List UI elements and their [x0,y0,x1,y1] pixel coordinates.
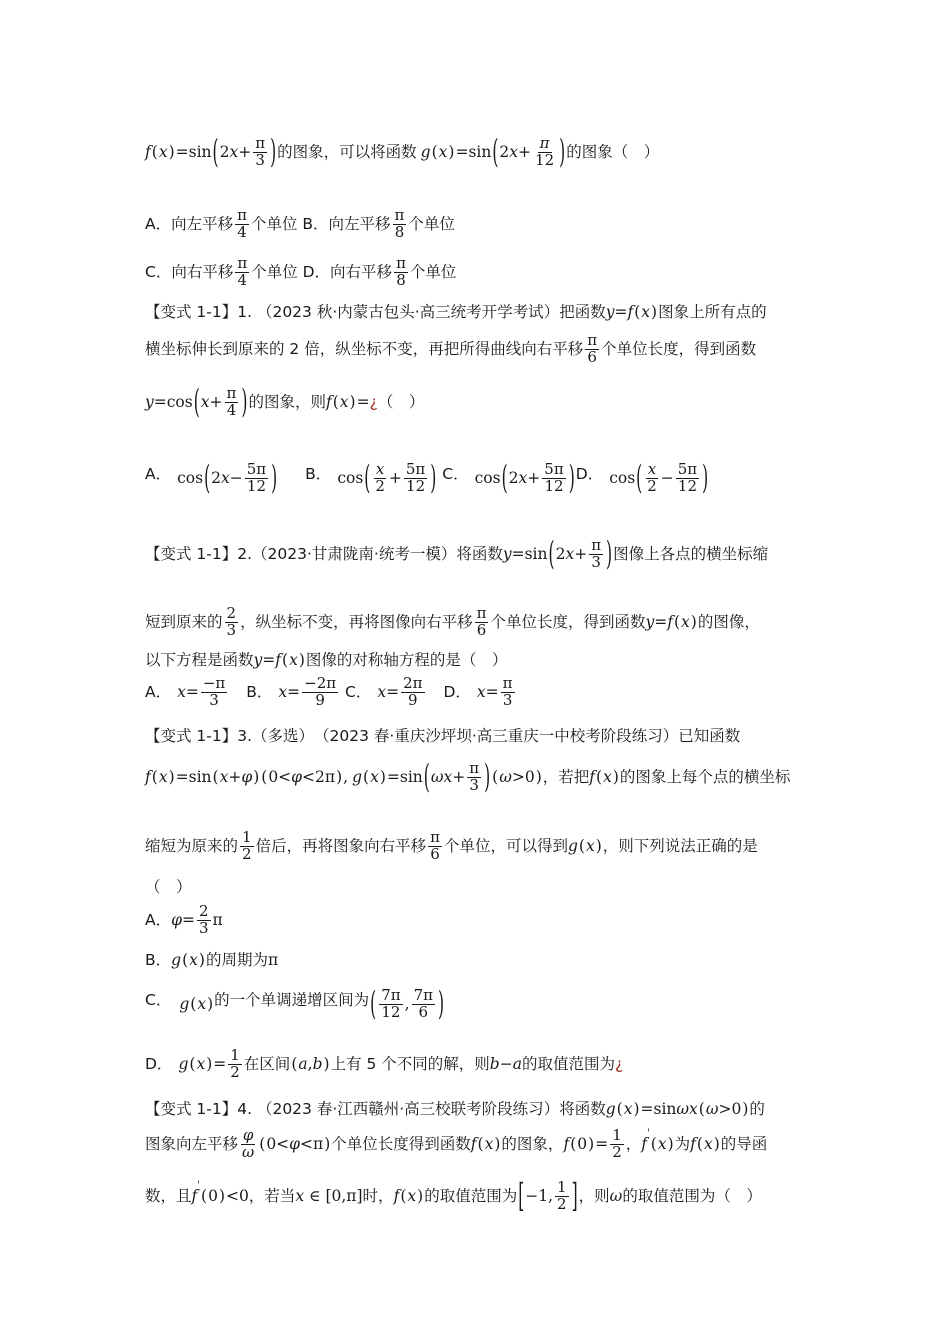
q4-line-2: 图象向左平移 $\frac{\varphi}{\omega}$ (0<φ<π)个单位长度得到函数f(x)的图象，f(0)= $\frac{1}{2}$ ，f'(x)为f(x)的导函 [145,1126,768,1161]
q2-line2a: 短到原来的 [145,612,223,631]
q3-option-d-end: 的取值范围为 [521,1054,615,1073]
top-problem-line: f(x)=sin(2x+ $\frac{\pi}{3}$ )的图象，可以将函数 g(x)=sin(2x+ $\frac{\pi}{12}$ )的图象（ ） [145,132,660,171]
q1-paren: （ ） [377,392,425,411]
q2-line3b: 图像的对称轴方程的是（ ） [305,651,508,669]
q2-line2b: ，纵坐标不变，再将图像向右平移 [240,612,473,631]
q4-line2f: 的导函 [720,1134,768,1153]
top-option-d: 个单位 D．向右平移 [251,262,393,281]
q4-line2c: 的图象， [501,1134,564,1153]
top-option-d-tail: 个单位 [409,262,457,281]
q2-label-d: D． [443,682,471,701]
q2-line2c: 个单位长度，得到函数 [490,612,646,631]
q2-label-b: B． [246,682,273,701]
q1-label-d: D． [575,465,604,483]
q3-line3b: 倍后，再将图象向右平移 [255,836,427,855]
q2-options: A． x= $\frac{-\pi}{3}$ B． x= $\frac{-2\pi}{9}$ C． x= $\frac{2\pi}{9}$ D． x= $\frac{\pi}{3}$ [145,674,513,709]
q3-heading [145,724,740,746]
q1-line3: 的图象，则 [248,392,326,411]
q4-line2b: 个单位长度得到函数 [331,1134,471,1153]
q3-option-b-tail: 的周期为 [205,951,268,969]
q4-line2e: 为 [674,1134,691,1153]
q2-label-a: A． [145,682,172,701]
top-option-b: 个单位 B．向左平移 [250,214,391,233]
q3-option-c: C． g(x)的一个单调递增区间为( $\frac{7\pi}{12}$ , $\frac{7\pi}{6}$ ) [145,984,445,1023]
q4-line2d: ， [625,1134,642,1153]
q3-line3c: 个单位，可以得到 [443,836,568,855]
top-options-ab: A．向左平移 $\frac{\pi}{4}$ 个单位 B．向左平移 $\frac{\pi}{8}$ 个单位 [145,206,455,241]
top-text-1: 的图象，可以将函数 [277,142,417,161]
top-text-2: 的图象（ ） [566,142,660,161]
q4-heading: 【变式 1-1】4. （2023 春·江西赣州·高三校联考阶段练习）将函数g(x)=sinωx(ω>0)的 [145,1100,765,1118]
q1-line2b: 个单位长度，得到函数 [601,339,757,358]
q4-line-3: 数，且f'(0)<0，若当x ∈ [0,π]时，f(x)的取值范围为[−1, $\frac{1}{2}$ ]，则ω的取值范围为（ ） [145,1176,762,1215]
q2-line2d: 的图像， [697,612,760,631]
q1-heading: 【变式 1-1】1. （2023 秋·内蒙古包头·高三统考开学考试）把函数y=f(x)图象上所有点的 [145,303,767,321]
top-option-b-tail: 个单位 [408,214,455,233]
top-options-cd: C．向右平移 $\frac{\pi}{4}$ 个单位 D．向右平移 $\frac{\pi}{8}$ 个单位 [145,254,457,289]
q1-line-3: y=cos(x+ $\frac{\pi}{4}$ )的图象，则f(x)=¿（ ） [145,382,425,421]
q4-head-text: 【变式 1-1】4. （2023 春·江西赣州·高三校联考阶段练习）将函数 [145,1100,606,1118]
q1-label-b: B． [305,465,332,483]
q1-label-a: A． [145,465,172,483]
q2-head-tail: 图像上各点的横坐标缩 [613,544,769,563]
q3-option-b: B．g(x)的周期为π [145,951,279,969]
q3-paren: （ ） [145,878,192,896]
q3-option-d-tail: 上有 5 个不同的解，则 [330,1054,490,1073]
q2-line3a: 以下方程是函数 [145,651,254,669]
q1-line2a: 横坐标伸长到原来的 2 倍，纵坐标不变，再把所得曲线向右平移 [145,339,584,358]
q3-line-3: 缩短为原来的 $\frac{1}{2}$ 倍后，再将图象向右平移 $\frac{\pi}{6}$ 个单位，可以得到g(x)，则下列说法正确的是 [145,828,758,863]
q4-line3f: 的取值范围为（ ） [622,1186,762,1205]
q4-line3d: 的取值范围为 [424,1186,518,1205]
q4-head-tail: 的 [749,1100,765,1118]
q2-line-3: 以下方程是函数y=f(x)图像的对称轴方程的是（ ） [145,651,508,669]
q2-heading: 【变式 1-1】2.（2023·甘肃陇南·统考一模）将函数y=sin(2x+ $\frac{\pi}{3}$ )图像上各点的横坐标缩 [145,534,769,573]
q3-label-d: D． [145,1054,173,1073]
q3-label-c: C． [145,991,172,1009]
q1-line-2: 横坐标伸长到原来的 2 倍，纵坐标不变，再把所得曲线向右平移 $\frac{\pi}{6}$ 个单位长度，得到函数 [145,331,757,366]
q4-line3e: ，则 [578,1186,610,1205]
q3-option-c-tail: 的一个单调递增区间为 [214,991,370,1009]
q3-label-a: A． [145,910,172,929]
q3-head-text: 【变式 1-1】3.（多选） （2023 春·重庆沙坪坝·高三重庆一中校考阶段练习）已知函数 [145,727,741,745]
q3-option-a: A．φ= $\frac{2}{3}$ π [145,902,223,937]
q3-option-d-mid: 在区间 [243,1054,291,1073]
q4-line3b: ，若当 [248,1186,296,1205]
q2-head-text: 【变式 1-1】2.（2023·甘肃陇南·统考一模）将函数 [145,544,503,563]
q1-qmark: ¿ [369,392,378,411]
q2-label-c: C． [345,682,372,701]
q3-line2b: 的图象上每个点的横坐标 [619,767,791,786]
top-option-c: C．向右平移 [145,262,234,281]
q4-line2a: 图象向左平移 [145,1134,239,1153]
q3-label-b: B． [145,951,172,969]
q3-line-2: f(x)=sin(x+φ) (0<φ<2π), g(x)=sin(ωx+ $\frac{\pi}{3}$ ) (ω>0)，若把f(x)的图象上每个点的横坐标 [145,757,791,796]
q3-qmark: ¿ [614,1054,624,1073]
q1-head-text: 【变式 1-1】1. （2023 秋·内蒙古包头·高三统考开学考试）把函数 [145,303,606,321]
q3-line3d: ，则下列说法正确的是 [602,836,758,855]
q3-option-d: D． g(x)= $\frac{1}{2}$ 在区间(a,b)上有 5 个不同的解，则b−a的取值范围为¿ [145,1046,624,1081]
q3-line3a: 缩短为原来的 [145,836,239,855]
top-option-a: A．向左平移 [145,214,234,233]
q1-label-c: C． [442,465,469,483]
q1-options: A． cos(2x− $\frac{5\pi}{12}$ ) B． cos( $\frac{x}{2}$ + $\frac{5\pi}{12}$ ) C． cos(2x+ $\frac{5\pi}{12}$ )D． cos( $\frac{x}{2}$ − $\frac{5\pi}{12}$ ) [145,458,709,497]
q4-line3a: 数，且 [145,1186,192,1205]
q1-head-tail: 图象上所有点的 [658,303,767,321]
q4-line3c: 时， [362,1186,394,1205]
q2-line-2: 短到原来的 $\frac{2}{3}$ ，纵坐标不变，再将图像向右平移 $\frac{\pi}{6}$ 个单位长度，得到函数y=f(x)的图像， [145,604,760,639]
q3-line2a: ，若把 [542,767,590,786]
